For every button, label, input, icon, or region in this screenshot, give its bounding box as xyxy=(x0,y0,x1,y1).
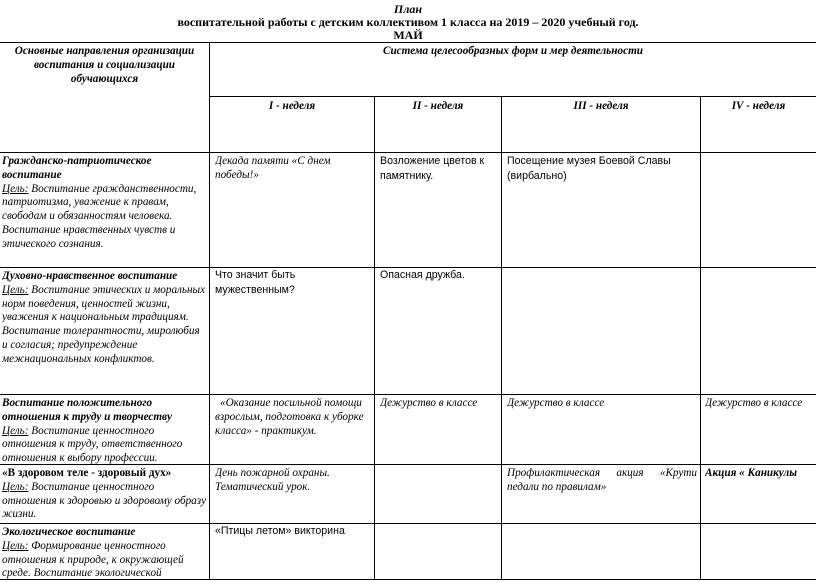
row5-week1-activity: «Птицы летом» викторина xyxy=(215,525,345,537)
goal-label: Цель: xyxy=(2,480,29,493)
direction-title: Духовно-нравственное воспитание xyxy=(2,270,178,282)
table-row-direction xyxy=(2,270,207,367)
goal-text: Воспитание ценностного отношения к здоровью и здоровому образу жизни. xyxy=(2,480,207,521)
row1-week1-activity: Декада памяти «С днем победы!» xyxy=(215,155,331,181)
week-2-header: II - неделя xyxy=(412,100,464,112)
row3-week2-activity: Дежурство в классе xyxy=(380,397,478,409)
row1-week2-activity: Возложение цветов к памятнику. xyxy=(380,155,485,182)
table-row-direction xyxy=(2,526,207,579)
goal-text: Формирование ценностного отношения к природе, к окружающей среде. Воспитание экологической xyxy=(2,539,184,579)
goal-label: Цель: xyxy=(2,424,29,437)
table-row-direction xyxy=(2,397,207,466)
row4-week3-activity: Профилактическая акция «Крути педали по правилам» xyxy=(507,467,697,493)
goal-text: Воспитание этических и моральных норм поведения, ценностей жизни, уважения к национальным традициям. Воспитание толерантности, миролюбия и согласия; предупреждение межнациональных конфликтов. xyxy=(2,283,206,365)
direction-title: Гражданско-патриотическое воспитание xyxy=(2,155,152,181)
direction-title: Экологическое воспитание xyxy=(2,526,136,538)
direction-title: «В здоровом теле - здоровый дух» xyxy=(2,467,172,479)
row3-week4-activity: Дежурство в классе xyxy=(705,397,803,409)
goal-label: Цель: xyxy=(2,283,29,296)
row2-week1-activity: Что значит быть мужественным? xyxy=(215,269,296,296)
table-row-direction xyxy=(2,467,207,522)
table-row-direction xyxy=(2,155,207,252)
goal-label: Цель: xyxy=(2,182,29,195)
goal-text: Воспитание гражданственности, патриотизма, уважение к правам, свободам и обязанностям человека. Воспитание нравственных чувств и этического сознания. xyxy=(2,182,197,250)
goal-text: Воспитание ценностного отношения к труду, ответственного отношения к выбору профессии. xyxy=(2,424,183,465)
row2-week2-activity: Опасная дружба. xyxy=(380,269,465,281)
row1-week3-activity: Посещение музея Боевой Славы (вирбально) xyxy=(507,155,671,182)
week-3-header: III - неделя xyxy=(573,100,629,112)
plan-subtitle: воспитательной работы с детским коллективом 1 класса на 2019 – 2020 учебный год. xyxy=(177,15,639,29)
week-1-header: I - неделя xyxy=(268,100,316,112)
week-4-header: IV - неделя xyxy=(731,100,786,112)
row3-week1-activity: «Оказание посильной помощи взрослым, подготовка к уборке класса» - практикум. xyxy=(215,397,364,437)
directions-column-header: Основные направления организации воспитания и социализации обучающихся xyxy=(14,45,195,85)
row4-week4-activity: Акция « Каникулы xyxy=(705,467,797,479)
row4-week1-activity: День пожарной охраны. Тематический урок. xyxy=(215,467,330,493)
row3-week3-activity: Дежурство в классе xyxy=(507,397,605,409)
goal-label: Цель: xyxy=(2,539,29,552)
plan-title: План xyxy=(393,2,423,16)
direction-title: Воспитание положительного отношения к труду и творчеству xyxy=(2,397,173,423)
system-of-forms-header: Система целесообразных форм и мер деятельности xyxy=(383,45,643,57)
month-title: МАЙ xyxy=(393,28,423,42)
